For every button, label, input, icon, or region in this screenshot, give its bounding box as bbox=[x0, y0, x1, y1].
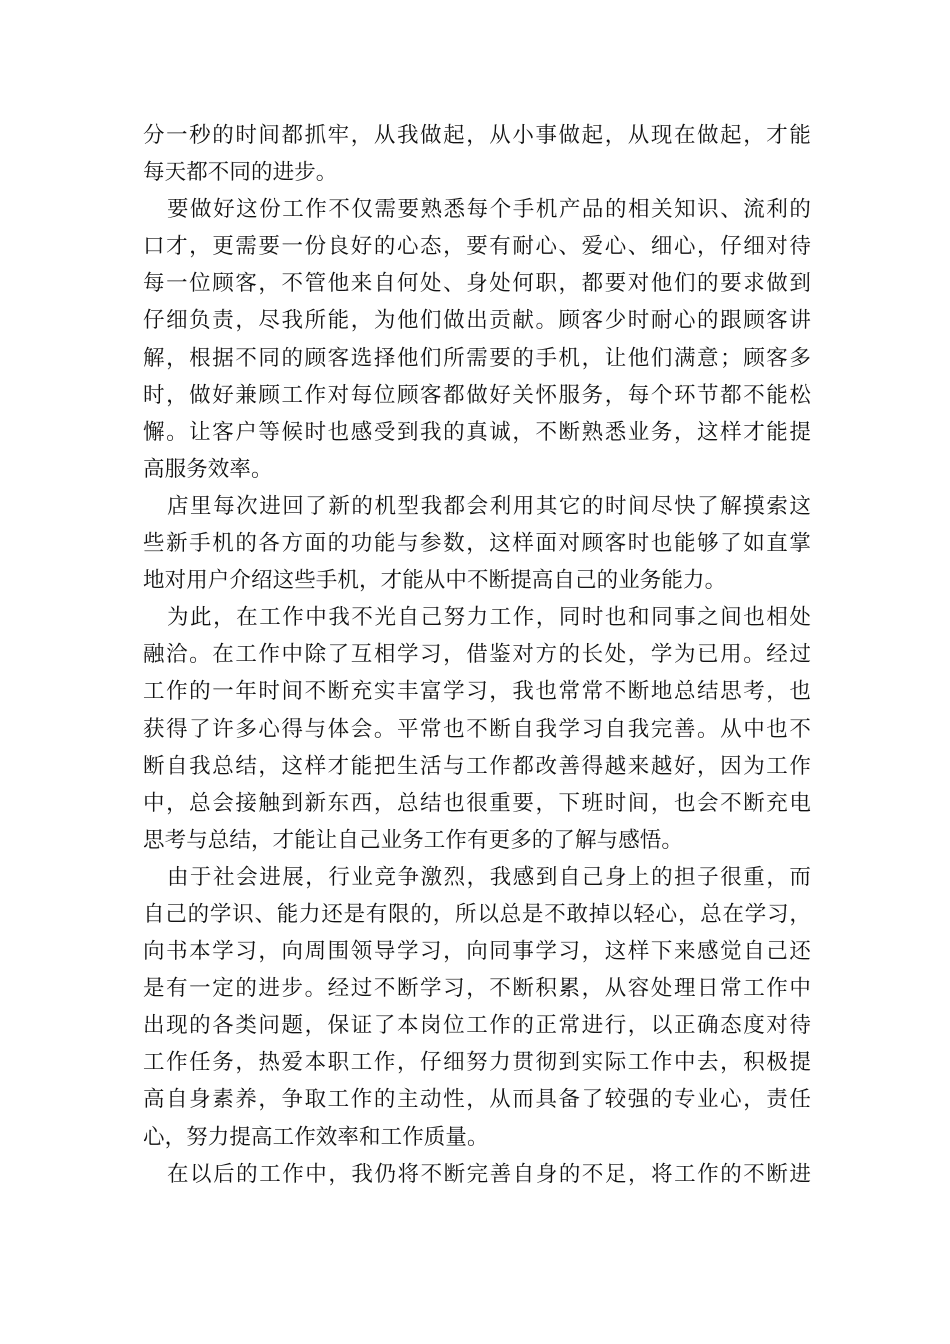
text-line: 仔细负责，尽我所能，为他们做出贡献。顾客少时耐心的跟顾客讲 bbox=[143, 308, 811, 334]
text-line: 口才，更需要一份良好的心态，要有耐心、爱心、细心，仔细对待 bbox=[143, 234, 811, 260]
text-line: 每天都不同的进步。 bbox=[143, 160, 338, 186]
text-line: 些新手机的各方面的功能与参数，这样面对顾客时也能够了如直掌 bbox=[143, 531, 811, 557]
text-line: 由于社会进展，行业竞争激烈，我感到自己身上的担子很重，而 bbox=[167, 864, 811, 890]
text-line: 获得了许多心得与体会。平常也不断自我学习自我完善。从中也不 bbox=[143, 716, 811, 742]
text-line: 是有一定的进步。经过不断学习，不断积累，从容处理日常工作中 bbox=[143, 976, 811, 1002]
text-line: 思考与总结，才能让自己业务工作有更多的了解与感悟。 bbox=[143, 827, 684, 853]
text-line: 分一秒的时间都抓牢，从我做起，从小事做起，从现在做起，才能 bbox=[143, 123, 811, 148]
text-line: 在以后的工作中，我仍将不断完善自身的不足，将工作的不断进 bbox=[167, 1161, 811, 1187]
text-line: 工作的一年时间不断充实丰富学习，我也常常不断地总结思考，也 bbox=[143, 679, 811, 705]
text-line: 出现的各类问题，保证了本岗位工作的正常进行，以正确态度对待 bbox=[143, 1013, 811, 1039]
text-line: 向书本学习，向周围领导学习，向同事学习，这样下来感觉自己还 bbox=[143, 939, 811, 965]
text-line: 要做好这份工作不仅需要熟悉每个手机产品的相关知识、流利的 bbox=[167, 197, 811, 223]
text-line: 工作任务，热爱本职工作，仔细努力贯彻到实际工作中去，积极提 bbox=[143, 1050, 811, 1076]
text-line: 解，根据不同的顾客选择他们所需要的手机，让他们满意；顾客多 bbox=[143, 345, 811, 371]
text-line: 懈。让客户等候时也感受到我的真诚，不断熟悉业务，这样才能提 bbox=[143, 419, 811, 445]
text-line: 断自我总结，这样才能把生活与工作都改善得越来越好，因为工作 bbox=[143, 753, 811, 779]
document-body bbox=[143, 117, 811, 1193]
text-line: 店里每次进回了新的机型我都会利用其它的时间尽快了解摸索这 bbox=[167, 493, 811, 519]
text-line: 融洽。在工作中除了互相学习，借鉴对方的长处，学为已用。经过 bbox=[143, 642, 811, 668]
text-line: 高自身素养，争取工作的主动性，从而具备了较强的专业心，责任 bbox=[143, 1087, 811, 1113]
text-line: 中，总会接触到新东西，总结也很重要，下班时间，也会不断充电 bbox=[143, 790, 811, 816]
text-line: 每一位顾客，不管他来自何处、身处何职，都要对他们的要求做到 bbox=[143, 271, 811, 297]
text-line: 心，努力提高工作效率和工作质量。 bbox=[143, 1124, 489, 1150]
text-line: 高服务效率。 bbox=[143, 456, 273, 482]
text-line: 地对用户介绍这些手机，才能从中不断提高自己的业务能力。 bbox=[143, 568, 727, 594]
text-line: 时，做好兼顾工作对每位顾客都做好关怀服务，每个环节都不能松 bbox=[143, 382, 811, 408]
text-line: 为此，在工作中我不光自己努力工作，同时也和同事之间也相处 bbox=[167, 605, 811, 631]
text-line: 自己的学识、能力还是有限的，所以总是不敢掉以轻心，总在学习， bbox=[143, 901, 811, 927]
